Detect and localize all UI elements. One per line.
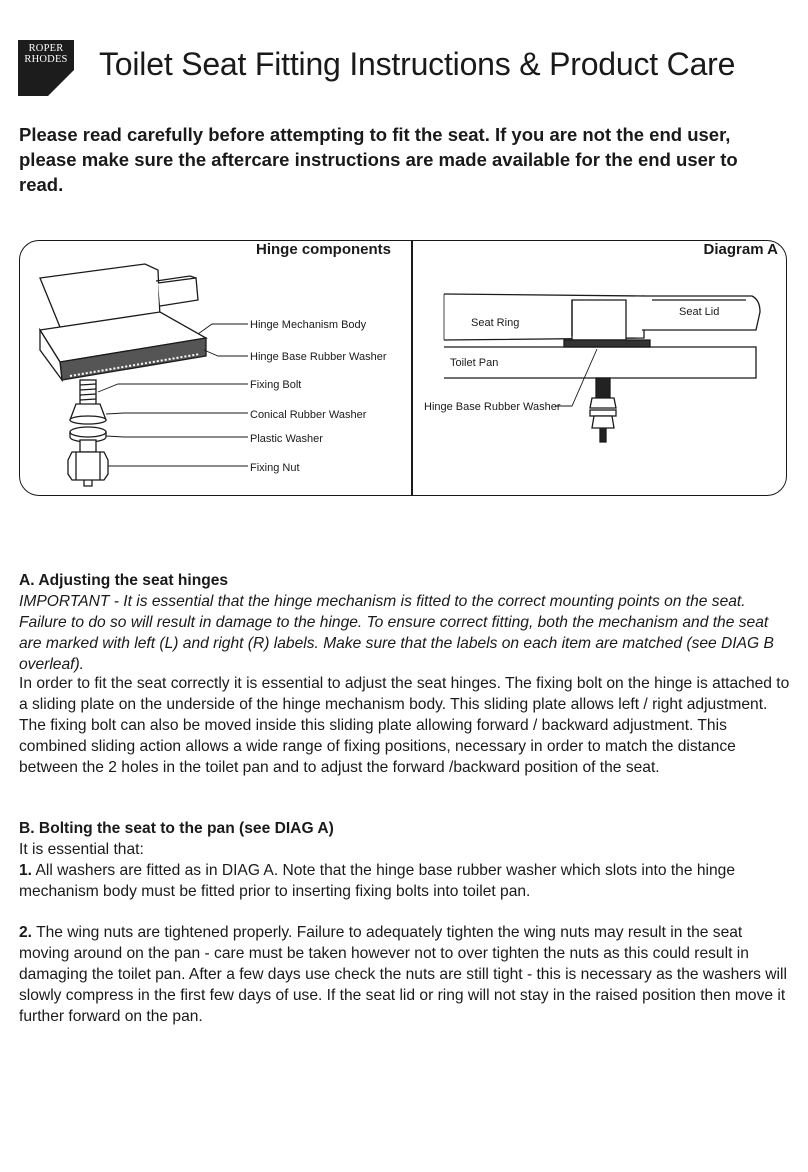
page-title: Toilet Seat Fitting Instructions & Product Care [99,46,736,82]
item-2-text: The wing nuts are tightened properly. Failure to adequately tighten the wing nuts may result in the seat moving around on the pan - care must be taken however not to over tighten the nuts as this could result in damaging the toilet pan. After a few days use check the nuts are still tight - this is necessary as the washers will slowly compress in the first few days of use. If the seat lid or ring will not stay in the raised position then move it further forward on the pan. [19,924,787,1025]
label-fixing-nut: Fixing Nut [250,462,300,474]
hinge-components-heading: Hinge components [256,241,392,258]
label-plastic-washer: Plastic Washer [250,433,323,445]
logo-line-1: ROPER [28,43,64,54]
section-a-title: A. Adjusting the seat hinges [19,572,229,589]
label-hinge-base-rubber-washer: Hinge Base Rubber Washer [250,351,387,363]
section-b-lead: It is essential that: [19,841,144,858]
label-diag-a-base-washer: Hinge Base Rubber Washer [424,401,561,413]
label-hinge-mechanism-body: Hinge Mechanism Body [250,319,367,331]
hinge-mechanism-illustration [40,264,206,486]
label-toilet-pan: Toilet Pan [450,357,499,369]
diagram-a-heading: Diagram A [703,241,778,258]
intro-notice: Please read carefully before attempting to fit the seat. If you are not the end user, please make sure the aftercare instructions are made available for the end user to read. [19,124,738,195]
section-b-title: B. Bolting the seat to the pan (see DIAG A) [19,820,334,837]
section-b-item-1 [19,860,794,902]
item-2-number: 2. [19,924,33,941]
diagram-illustration [0,0,808,520]
label-fixing-bolt: Fixing Bolt [250,379,302,391]
label-seat-ring: Seat Ring [471,317,520,329]
item-1-number: 1. [19,862,33,879]
label-conical-rubber-washer: Conical Rubber Washer [250,409,367,421]
section-a-important: IMPORTANT - It is essential that the hinge mechanism is fitted to the correct mounting points on the seat. Failure to do so will result in damage to the hinge. To ensure correct fitting, both the mechanism and the seat are marked with left (L) and right (R) labels. Make sure that the labels on each item are matched (see DIAG B overleaf). [19,593,774,673]
section-b-item-2 [19,922,794,1027]
item-1-text: All washers are fitted as in DIAG A. Note that the hinge base rubber washer which slots into the hinge mechanism body must be fitted prior to inserting fixing bolts into toilet pan. [19,862,736,900]
label-seat-lid: Seat Lid [679,306,720,318]
logo-line-2: RHODES [24,54,68,65]
section-a-body: In order to fit the seat correctly it is essential to adjust the seat hinges. The fixing bolt on the hinge is attached to a sliding plate on the underside of the hinge mechanism body. This sliding plate allows left / right adjustment. The fixing bolt can also be moved inside this sliding plate allowing forward / backward adjustment. This combined sliding action allows a wide range of fixing positions, necessary in order to match the distance between the 2 holes in the toilet pan and to adjust the forward /backward position of the seat. [19,675,790,776]
